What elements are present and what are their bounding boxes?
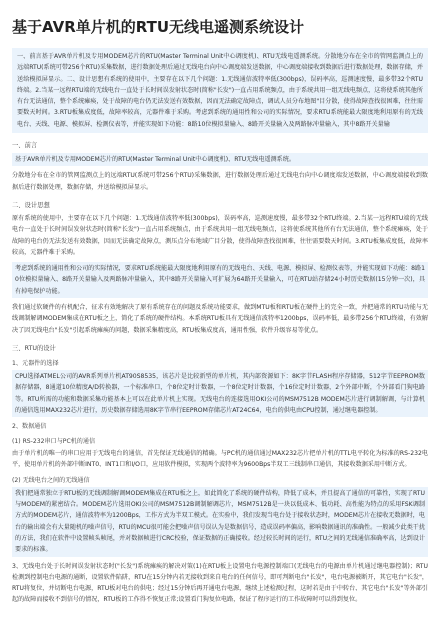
section-1-para-2: 分散地分布在全市的管网监测点上的远端RTU(系统可带256个RTU)采集数据，进行数据处理后通过无线电台向中心调度端发送数据，中心调度端接收到数据后进行数据处理，数据存储，并送给模拟屏显示。: [12, 172, 428, 191]
section-3-sub-2: 2、数据通信: [12, 423, 47, 431]
section-3-sub-2b-para: 我们把通常独立于RTU板的无线调制解调MODEM集成在RTU板之上，如此简化了系统的硬件结构，降低了成本，并且提高了通信的可靠性，实现了RTU与MODEM的紧密结合。MODEM芯片选用OKI公司的MSM7512B调制解调芯片，MSM7512B是一块以低成本、低功耗、高性能为特点的采用FSK调制方式的MODEM芯片，通信波特率为1200Bps，工作方式为半双工模式。在实验中，我们发现当电台处于接收状态时，MODEM芯片在接收无数据时，电台的输出端会有大量随机的噪声信号，RTU的MCU很可能会把噪声信号误认为是数据信号，造成误码率偏高，影响数据通讯的准确性。一般减少此类干扰的方法，我们在软件中设置帧头帧尾，并对数据帧进行CRC校验，保证数据的正确接收。经过较长时间的运行，RTU之间的无线通信准确率高，达到设计要求的标准。: [12, 487, 428, 557]
section-3-sub-3-para: 3、无线电台处于长时间误发射状态时("长发")系统瘫痪的解决对策(1)在RTU板上设置电台电源控制端口(无线电台的电源由单片机通过继电器控制)；RTU检测到控制电台电源的通断，设置软件陷阱，RTU在15分钟内若无接收到来自电台的任何信号，即可判断电台"长发"，电台电源被断开，其它电台"长发"，RTU将复位，并切断电台电源，RTU板对电台的供电；经过15分钟后再开通电台电源，继续上述检测过程，这时若是由于中转台、其它电台"长发"等外部引起的故障而接收不到信号的情况，RTU板的工作得不恢复正常;设置看门狗复位电路，保证了程序运行的工作故障时可以得到复位。: [12, 562, 428, 604]
section-3-sub-2a: (1) RS-232串口与PC机的通信: [12, 438, 96, 446]
page-title: 基于AVR单片机的RTU无线电遥测系统设计: [12, 18, 305, 36]
section-2-para-1: 原有系统的使用中，主要存在以下几个问题：1.无线通信波特率低(300bps)，误码率高，巡测速度慢，最多带32个RTU终端。2.当某一远程RTU端的无线电台一直处于长时间误发射状态时(简称"长发")一直占用系统频点，由于系统共用一组无线电频点，这将使系统其他所有台无法通信，整个系统瘫痪，处于故障的电台仍无法发送有效数据，因而无法确定故障点，测压点分布地域广目分散，使得故障查找很困难，往往需要数天时间。3.RTU板集成度低，故障率较高，元器件难于采购。: [12, 214, 428, 256]
section-3-sub-2a-para: 由于单片机的唯一的串口应用于无线电台的通信，首先保证无线通信的精确。与PC机的通信通过MAX232芯片把单片机的TTL电平转化为标准的RS-232电平，使用单片机的外部中断INT0、INT1口和I/O口，应用软件模拟，实现两个波特率为9600Bps半双工三线制串口通信，其接收数据采用中断方式。: [12, 450, 428, 469]
section-2-heading: 二、设计思想: [12, 201, 50, 209]
section-1-heading: 一、前言: [12, 142, 38, 150]
section-3-sub-2b: (2) 无线电台之间的无线通信: [12, 476, 90, 484]
section-1-para-1: 基于AVR单片机及专用MODEM芯片的RTU(Master Terminal Unit中心调度机)、RTU无线电遥测系统。: [12, 153, 428, 166]
section-3-heading: 三、RTU的设计: [12, 344, 56, 352]
section-3-sub-1-para: CPU选择ATMEL公司的AVR系列单片机AT90S8535，该芯片是比较新型的单片机，其内部资源如下：8K字节FLASH程序存储器，512字节EEPROM数据存储器，8通道10位精度A/D转换器，一个标准串口，个8位定时计数器，一个8位定时计数器，个16位定时计数器，2个外部中断，个外部看门狗电路等。RTU所需的功能和数据采集功能基本上可以在此单片机上实现。无线电台的连接选用OKI公司的MSM7512B MODEM芯片进行调制解调，与计算机的通信选用MAX232芯片进行，历史数据存储选用8K字节串行EEPROM存储芯片AT24C64，电台的供电由CPU控制，通过继电器控制。: [12, 370, 428, 417]
section-3-sub-1: 1、元器件的选择: [12, 359, 59, 367]
section-2-para-2: 考虑到系统的通用性和公司的实际情况，要求RTU系统能最大限度地利用原有的无线电台、天线、电源、模拟屏、检测仪表等，并能实现如下功能：8路10位模拟量输入、8路开关量输入及两路脉冲量输入，其中8路开关量输入可扩展为64路开关量输入，可在RTU站存储24小时历史数据(15分钟一次)，具有掉电保护功能。: [12, 262, 428, 298]
abstract: 一、前言基于AVR单片机及专用MODEM芯片的RTU(Master Terminal Unit中心调度机)、RTU无线电遥测系统。分散地分布在全市的管网监测点上的远端RTU(系统可带256个RTU)采集数据，进行数据处理后通过无线电台向中心调度端发送数据，中心调度端接收到数据后进行数据处理，数据存储，并送给模拟屏显示。二、设计思想有系统的使用中，主要存在以下几个问题：1.无线通信波特率低(300bps)，误码率高，巡测速度慢，最多带32个RTU终端。2.当某一远程RTU端的无线电台一直处于长时间误发射状态时(简称"长发")一直占用系统频点，由于系统共用一组无线电频点，这将使系统其他所有台无法通信，整个系统瘫痪，处于故障的电台仍无法发送有效数据，因而无法确定故障点，调试人员分布地图"目分散，使得故障查找很困难，往往需要数天时间。3.RTU板集成度低，故障率较高，元器件难于采购。考虑到系统的通用性和公司的实际情况，要求RTU系统能最大限度地利用原有的无线电台、天线、电源、模拟屏、检测仪表等，并能实现如下功能：8路10位模拟量输入、8路开关量输入及两路脉冲量输入，其中8路开关量输: [12, 48, 428, 133]
section-2-para-3: 我们通过软硬件的有机配合，征求有效地解决了原有系统存在的问题及系统功能要求，做到MTU板和RTU板在硬件上的完全一致，并把通常的RTU功能与无线调制解调MODEM集成在RTU板之上，简化了系统的硬件结构。本系统RTU板具有无线通信波特率1200bps，误码率低，最多带256个RTU终端，有效解决了因无线电台"长发"引起系统瘫痪的问题，数据采集精度高，RTU板集成度高，通用性强，软件升级容易等优点。: [12, 304, 428, 334]
